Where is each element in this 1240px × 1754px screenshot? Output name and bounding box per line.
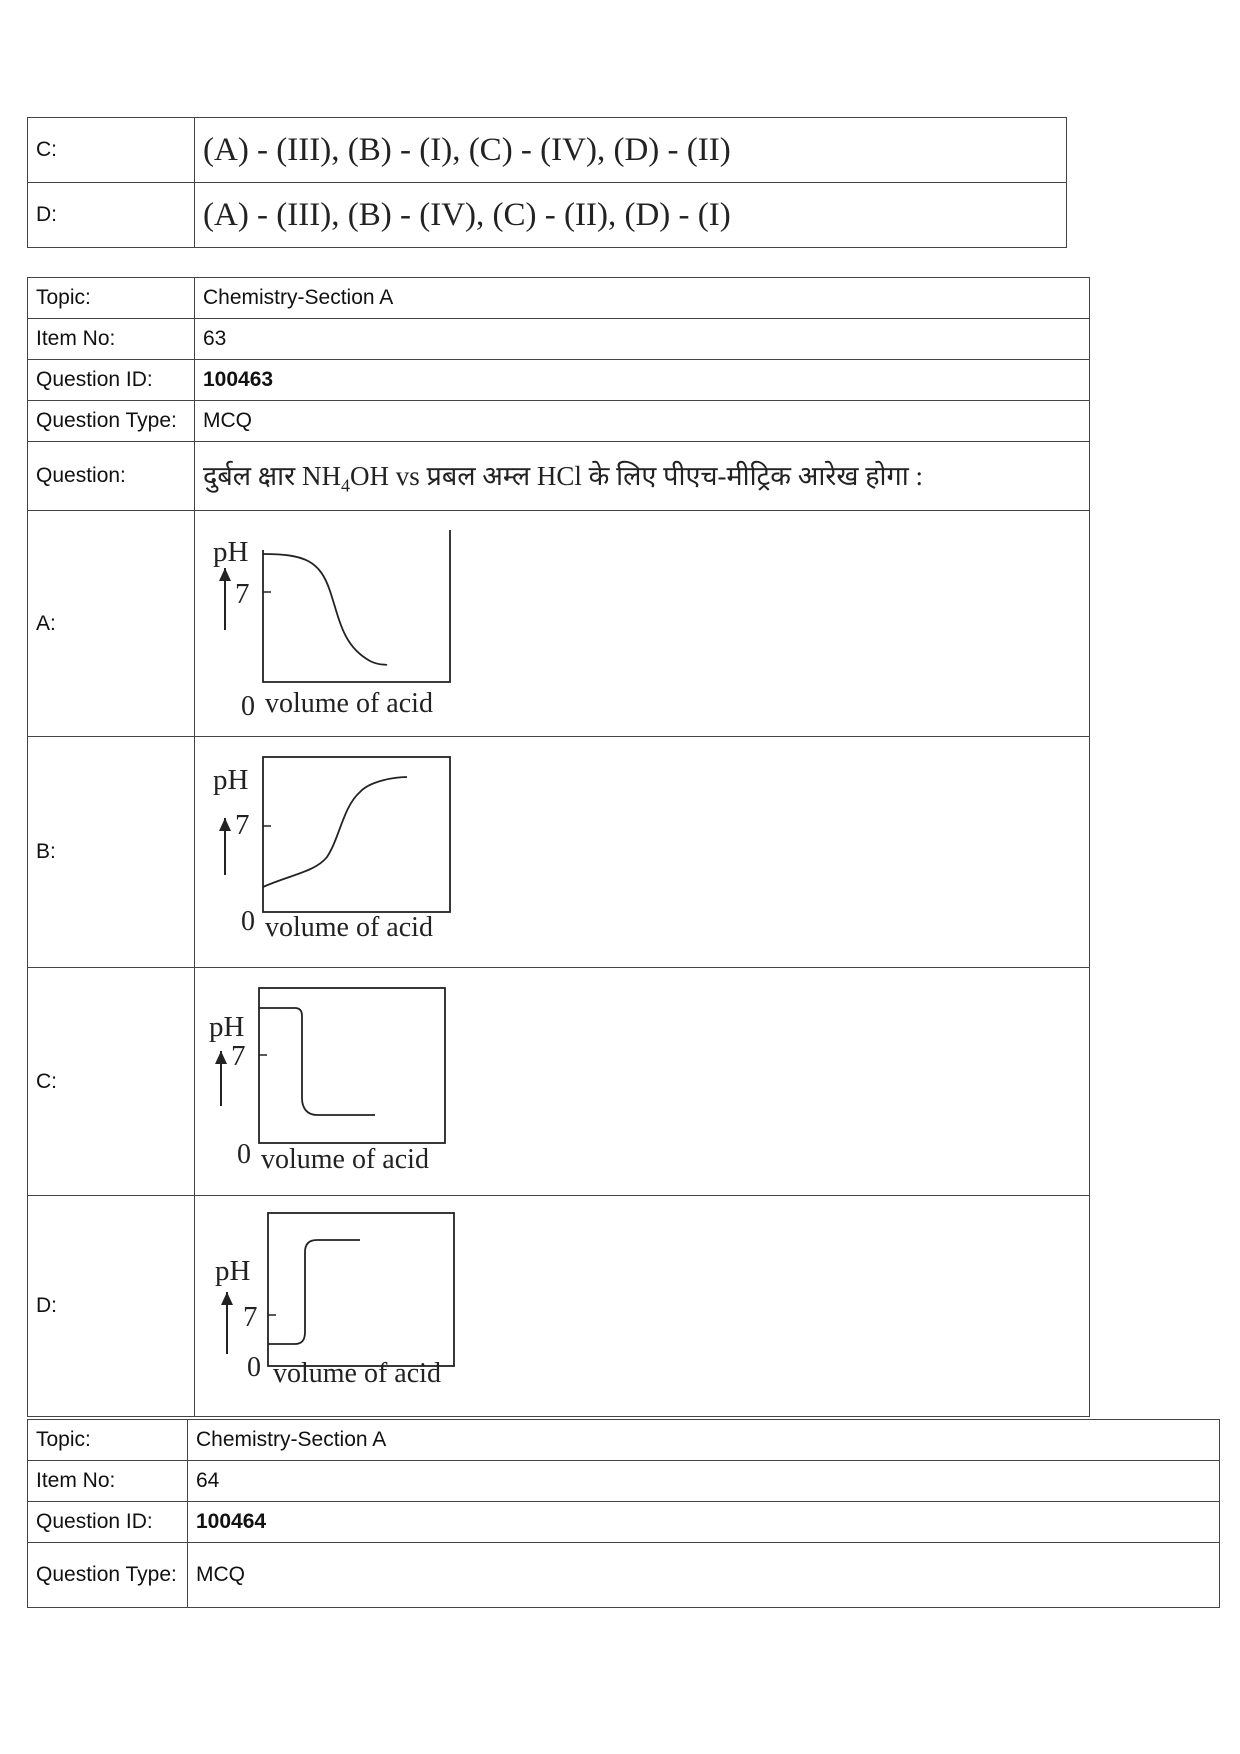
zero-label: 0 [237,1139,251,1170]
option-label: A: [28,511,195,737]
question-id-row [28,1502,1220,1543]
item-label: Item No: [28,1461,188,1502]
option-row-a [28,511,1090,737]
question-id-label: Question ID: [28,1502,188,1543]
topic-value: Chemistry-Section A [188,1420,1220,1461]
question-text-pre: दुर्बल क्षार NH [203,460,341,491]
option-row-d [28,183,1067,248]
item-value: 64 [188,1461,1220,1502]
graph-frame [263,757,450,912]
topic-value: Chemistry-Section A [195,278,1090,319]
item-row [28,319,1090,360]
curve [268,1240,360,1344]
arrow-head [215,1051,227,1064]
x-axis-label: volume of acid [261,1144,429,1175]
arrow-head [219,568,231,581]
question-type-label: Question Type: [28,1543,188,1608]
curve [263,777,407,887]
option-graph-cell [195,968,1090,1196]
question-row [28,442,1090,511]
item-label: Item No: [28,319,195,360]
zero-label: 0 [241,691,255,722]
graph-a [195,511,495,730]
topic-row [28,1420,1220,1461]
option-label: C: [28,118,195,183]
question-type-row [28,1543,1220,1608]
ph-label: pH [209,1011,245,1043]
option-label: D: [28,183,195,248]
option-row-c [28,118,1067,183]
question-id-label: Question ID: [28,360,195,401]
option-label: B: [28,737,195,968]
curve [263,554,387,665]
question-id-value: 100463 [195,360,1090,401]
question-id-row [28,360,1090,401]
graph-d [195,1196,495,1410]
question-64-table [27,1419,1220,1608]
graph-b [195,737,495,961]
option-graph-cell [195,737,1090,968]
ph-label: pH [213,536,249,568]
arrow-head [221,1292,233,1305]
question-type-row [28,401,1090,442]
option-row-b [28,737,1090,968]
option-text: (A) - (III), (B) - (I), (C) - (IV), (D) - (II) [195,118,1067,183]
item-row [28,1461,1220,1502]
curve [259,1008,375,1115]
option-row-d [28,1196,1090,1417]
option-graph-cell [195,1196,1090,1417]
ph-label: pH [215,1255,251,1287]
arrow-head [219,818,231,831]
seven-label: 7 [243,1301,258,1333]
option-text: (A) - (III), (B) - (IV), (C) - (II), (D) - (I) [195,183,1067,248]
question-type-value: MCQ [195,401,1090,442]
graph-frame [263,530,450,682]
graph-frame [268,1213,454,1366]
question-63-table [27,277,1090,1417]
seven-label: 7 [231,1040,246,1072]
graph-frame [259,988,445,1143]
previous-question-options [27,117,1067,248]
option-graph-cell [195,511,1090,737]
topic-label: Topic: [28,278,195,319]
graph-c [195,968,495,1189]
seven-label: 7 [235,578,250,610]
ph-label: pH [213,764,249,796]
question-type-label: Question Type: [28,401,195,442]
question-label: Question: [28,442,195,511]
x-axis-label: volume of acid [265,912,433,943]
option-label: D: [28,1196,195,1417]
topic-label: Topic: [28,1420,188,1461]
question-type-value: MCQ [188,1543,1220,1608]
item-value: 63 [195,319,1090,360]
seven-label: 7 [235,809,250,841]
question-id-value: 100464 [188,1502,1220,1543]
question-text-post: OH vs प्रबल अम्ल HCl के लिए पीएच-मीट्रिक आरेख होगा : [349,460,923,491]
option-label: C: [28,968,195,1196]
question-text-sub: 4 [340,475,350,496]
option-row-c [28,968,1090,1196]
x-axis-label: volume of acid [273,1358,441,1389]
topic-row [28,278,1090,319]
question-text [195,442,1090,511]
x-axis-label: volume of acid [265,688,433,719]
zero-label: 0 [241,906,255,937]
zero-label: 0 [247,1352,261,1383]
